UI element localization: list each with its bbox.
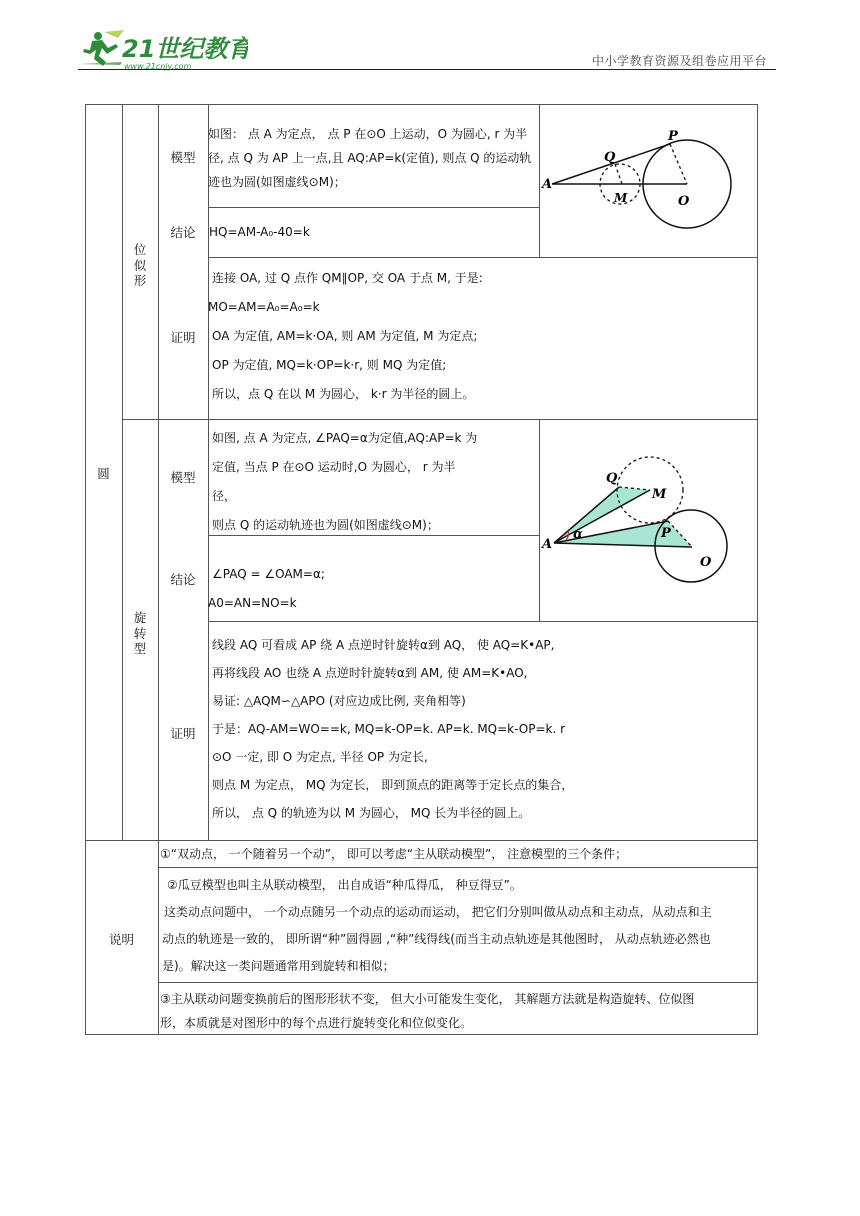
- proof-line: 所以， 点 Q 的轨迹为以 M 为圆心， MQ 长为半径的圆上。: [212, 806, 531, 820]
- header-divider: [78, 69, 776, 70]
- line-op: [670, 144, 687, 184]
- model-line: 定值, 当点 P 在⊙O 运动时,O 为圆心， r 为半: [212, 460, 456, 474]
- homothety-model-text: 如图： 点 A 为定点， 点 P 在⊙O 上运动，O 为圆心, r 为半径, 点 Q 为 AP 上一点,且 AQ:AP=k(定值), 则点 Q 的运动轨迹也为圆(如图虚线⊙M)；: [208, 127, 532, 189]
- homothety-conclusion-text: HQ=AM-A₀-40=k: [209, 225, 310, 239]
- proof-line: 则点 M 为定点， MQ 为定长， 即到顶点的距离等于定长点的集合，: [212, 778, 574, 792]
- note-line: ②瓜豆模型也叫主从联动模型， 出自成语“种瓜得瓜， 种豆得豆”。: [167, 878, 522, 892]
- note-2: [162, 872, 758, 980]
- circle-label: 圆: [97, 466, 110, 481]
- rotation-conclusion-label: 结论: [170, 572, 196, 587]
- conclusion-line: ∠PAQ = ∠OAM=α;: [212, 567, 325, 581]
- proof-line: 所以，点 Q 在以 M 为圆心， k·r 为半径的圆上。: [212, 387, 475, 401]
- note-3: [160, 987, 756, 1035]
- svg-text:21世纪教育: 21世纪教育: [122, 35, 248, 63]
- note-line: 动点的轨迹是一致的， 即所谓“种”圆得圆 ,“种”线得线(而当主动点轨迹是其他图时， 从动点轨迹必然也: [162, 932, 711, 946]
- proof-line: 于是：AQ-AM=WO==k, MQ=k-OP=k. AP=k. MQ=k-OP=k. r: [212, 722, 566, 736]
- fig2-label-alpha: α: [573, 527, 584, 542]
- line-mq: [615, 164, 622, 184]
- model-line: 如图, 点 A 为定点, ∠PAQ=α为定值,AQ:AP=k 为: [212, 431, 478, 445]
- fig1-label-q: Q: [604, 150, 616, 165]
- runner-logo-icon: [78, 28, 248, 72]
- note-1: ①“双动点， 一个随着另一个动”， 即可以考虑“主从联动模型”， 注意模型的三个条件；: [160, 847, 628, 861]
- proof-line: 连接 OA, 过 Q 点作 QM∥OP, 交 OA 于点 M, 于是:: [212, 271, 483, 285]
- model-line: 径，: [212, 489, 237, 503]
- proof-line: OA 为定值, AM=k·OA, 则 AM 为定值, M 为定点;: [212, 329, 478, 343]
- homothety-figure: [540, 126, 740, 236]
- notes-label: 说明: [108, 932, 134, 947]
- fig1-label-o: O: [678, 194, 690, 209]
- note-line: 是)。解决这一类问题通常用到旋转和相似；: [162, 959, 395, 973]
- rotation-figure: [540, 449, 750, 599]
- proof-line: ⊙O 一定, 即 O 为定点, 半径 OP 为定长,: [212, 750, 428, 764]
- proof-line: MO=AM=A₀=A₀=k: [208, 300, 320, 314]
- rotation-conclusion: [208, 560, 534, 618]
- note-line: 形，本质就是对图形中的每个点进行旋转变化和位似变化。: [160, 1016, 473, 1030]
- col-divider-3: [208, 104, 209, 840]
- table-border-top: [85, 104, 758, 105]
- rotation-model: [212, 424, 538, 540]
- fig1-label-p: P: [668, 129, 678, 144]
- row-line-c: [122, 419, 757, 420]
- model-table: [85, 104, 758, 1034]
- row-line-b: [208, 257, 757, 258]
- homothety-conclusion-label: 结论: [170, 225, 196, 240]
- fig2-label-a: A: [542, 537, 553, 552]
- rotation-proof-label: 证明: [170, 726, 196, 741]
- svg-text:www.21cnjy.com: www.21cnjy.com: [124, 62, 192, 71]
- conclusion-line: A0=AN=NO=k: [208, 596, 297, 610]
- table-border-left: [85, 104, 86, 1034]
- row-line-h: [158, 982, 758, 983]
- fig1-label-m: M: [614, 191, 628, 205]
- platform-tagline: 中小学教育资源及组卷应用平台: [592, 54, 768, 68]
- fig2-label-m: M: [652, 487, 667, 502]
- note-line: 这类动点问题中， 一个动点随另一个动点的运动而运动， 把它们分别叫做从动点和主动点，从动点和主: [164, 905, 712, 919]
- row-line-g: [158, 867, 758, 868]
- rotation-label: 旋转型: [133, 610, 147, 657]
- fig1-label-a: A: [542, 177, 553, 192]
- homothety-model-label: 模型: [170, 150, 196, 165]
- proof-line: 线段 AQ 可看成 AP 绕 A 点逆时针旋转α到 AQ， 使 AQ=K•AP,: [212, 638, 555, 652]
- col-divider-2: [158, 104, 159, 1034]
- homothety-label: 位似形: [133, 242, 147, 289]
- proof-line: OP 为定值, MQ=k·OP=k·r, 则 MQ 为定值;: [212, 358, 447, 372]
- row-line-f: [85, 840, 758, 841]
- row-line-e: [208, 621, 757, 622]
- homothety-proof-label: 证明: [170, 330, 196, 345]
- rotation-model-label: 模型: [170, 470, 196, 485]
- fig2-label-p: P: [661, 526, 671, 541]
- model-line: 则点 Q 的运动轨迹也为圆(如图虚线⊙M)；: [212, 518, 439, 532]
- fig2-label-o: O: [700, 555, 712, 570]
- fig2-label-q: Q: [606, 471, 618, 486]
- col-divider-1: [122, 104, 123, 840]
- rotation-proof: [212, 631, 752, 827]
- proof-line: 再将线段 AO 也绕 A 点逆时针旋转α到 AM, 使 AM=K•AO,: [212, 666, 528, 680]
- note-line: ③主从联动问题变换前后的图形形状不变， 但大小可能发生变化， 其解题方法就是构造旋转、位似图: [160, 992, 695, 1006]
- homothety-proof: [208, 264, 748, 409]
- row-line-a: [208, 207, 539, 208]
- proof-line: 易证: △AQM∽△APO (对应边成比例, 夹角相等): [212, 694, 466, 708]
- site-logo[interactable]: [78, 28, 248, 72]
